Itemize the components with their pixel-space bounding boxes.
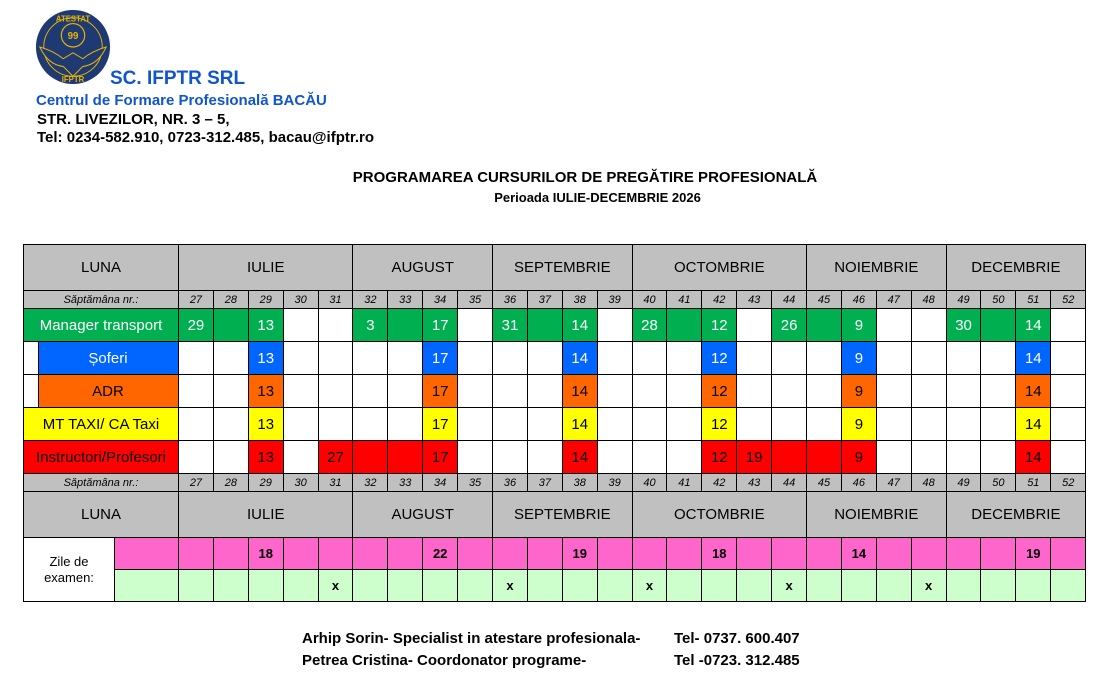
schedule-cell bbox=[283, 441, 318, 474]
schedule-cell bbox=[807, 408, 842, 441]
exam-day-cell bbox=[1051, 538, 1086, 570]
week-number: 35 bbox=[458, 474, 493, 492]
schedule-cell: 9 bbox=[841, 309, 876, 342]
week-number: 46 bbox=[841, 474, 876, 492]
schedule-cell bbox=[179, 408, 214, 441]
week-number-row bbox=[24, 291, 1086, 309]
exam-day-cell: 22 bbox=[423, 538, 458, 570]
schedule-cell: 29 bbox=[179, 309, 214, 342]
week-number: 48 bbox=[911, 474, 946, 492]
schedule-cell: 3 bbox=[353, 309, 388, 342]
schedule-cell bbox=[876, 309, 911, 342]
exam-day-cell bbox=[632, 538, 667, 570]
schedule-cell bbox=[179, 375, 214, 408]
schedule-cell bbox=[353, 375, 388, 408]
exam-mark-cell bbox=[667, 570, 702, 602]
logo-bottom-text: IFPTR bbox=[61, 75, 85, 85]
week-number: 42 bbox=[702, 291, 737, 309]
month-noiembrie: NOIEMBRIE bbox=[807, 492, 947, 538]
schedule-cell: 13 bbox=[248, 342, 283, 375]
exam-mark-cell bbox=[248, 570, 283, 602]
schedule-cell bbox=[388, 408, 423, 441]
schedule-cell: 27 bbox=[318, 441, 353, 474]
schedule-cell bbox=[493, 375, 528, 408]
schedule-cell bbox=[981, 342, 1016, 375]
week-number: 30 bbox=[283, 291, 318, 309]
schedule-cell bbox=[458, 441, 493, 474]
exam-day-cell bbox=[911, 538, 946, 570]
logo-number: 99 bbox=[67, 31, 79, 43]
schedule-cell: 17 bbox=[423, 342, 458, 375]
schedule-cell bbox=[213, 375, 248, 408]
month-header-row bbox=[24, 245, 1086, 291]
schedule-cell bbox=[493, 408, 528, 441]
exam-mark-cell: x bbox=[632, 570, 667, 602]
exam-day-cell bbox=[213, 538, 248, 570]
schedule-cell bbox=[946, 441, 981, 474]
exam-mark-cell bbox=[1051, 570, 1086, 602]
schedule-cell: 14 bbox=[562, 408, 597, 441]
schedule-cell bbox=[527, 342, 562, 375]
week-number: 34 bbox=[423, 474, 458, 492]
schedule-cell bbox=[597, 408, 632, 441]
schedule-cell: 31 bbox=[493, 309, 528, 342]
schedule-cell bbox=[911, 375, 946, 408]
schedule-cell bbox=[1051, 309, 1086, 342]
month-octombrie: OCTOMBRIE bbox=[632, 245, 806, 291]
schedule-cell bbox=[667, 309, 702, 342]
schedule-cell: 9 bbox=[841, 375, 876, 408]
exam-mark-cell bbox=[737, 570, 772, 602]
document-subtitle: Perioada IULIE-DECEMBRIE 2026 bbox=[494, 190, 701, 205]
schedule-cell bbox=[283, 309, 318, 342]
exam-day-cell bbox=[946, 538, 981, 570]
exam-day-cell bbox=[115, 538, 179, 570]
schedule-cell bbox=[283, 375, 318, 408]
schedule-cell: 13 bbox=[248, 309, 283, 342]
schedule-cell bbox=[946, 408, 981, 441]
schedule-cell bbox=[597, 309, 632, 342]
week-number: 38 bbox=[562, 474, 597, 492]
week-number: 35 bbox=[458, 291, 493, 309]
schedule-cell: 9 bbox=[841, 342, 876, 375]
course-label: Șoferi bbox=[24, 342, 179, 375]
schedule-cell bbox=[632, 342, 667, 375]
exam-mark-cell bbox=[597, 570, 632, 602]
schedule-cell bbox=[1051, 441, 1086, 474]
atestat-eagle-logo bbox=[34, 8, 112, 86]
month-august: AUGUST bbox=[353, 245, 493, 291]
exam-day-cell: 18 bbox=[702, 538, 737, 570]
week-number: 39 bbox=[597, 291, 632, 309]
schedule-cell: 12 bbox=[702, 441, 737, 474]
course-label: MT TAXI/ CA Taxi bbox=[24, 408, 179, 441]
exam-day-cell bbox=[667, 538, 702, 570]
exam-mark-cell: x bbox=[493, 570, 528, 602]
week-number: 40 bbox=[632, 291, 667, 309]
schedule-cell: 9 bbox=[841, 441, 876, 474]
week-number: 45 bbox=[807, 474, 842, 492]
schedule-cell: 12 bbox=[702, 408, 737, 441]
month-decembrie: DECEMBRIE bbox=[946, 492, 1086, 538]
week-number: 33 bbox=[388, 291, 423, 309]
schedule-cell bbox=[981, 441, 1016, 474]
week-label: Săptămâna nr.: bbox=[24, 474, 179, 492]
footer-phone-1: Tel- 0737. 600.407 bbox=[674, 630, 800, 647]
schedule-cell bbox=[527, 441, 562, 474]
exam-day-cell bbox=[876, 538, 911, 570]
course-row bbox=[24, 408, 1086, 441]
schedule-cell: 14 bbox=[1016, 309, 1051, 342]
exam-day-cell bbox=[807, 538, 842, 570]
course-label: Instructori/Profesori bbox=[24, 441, 179, 474]
schedule-cell bbox=[213, 408, 248, 441]
schedule-cell bbox=[981, 309, 1016, 342]
schedule-cell bbox=[911, 408, 946, 441]
schedule-cell bbox=[213, 309, 248, 342]
luna-label: LUNA bbox=[24, 245, 179, 291]
month-header-row bbox=[24, 492, 1086, 538]
exam-day-cell bbox=[458, 538, 493, 570]
week-number: 29 bbox=[248, 474, 283, 492]
schedule-cell bbox=[807, 441, 842, 474]
exam-mark-cell: x bbox=[772, 570, 807, 602]
schedule-cell bbox=[388, 342, 423, 375]
exam-day-cell bbox=[737, 538, 772, 570]
schedule-cell bbox=[911, 309, 946, 342]
exam-day-cell bbox=[283, 538, 318, 570]
schedule-cell: 13 bbox=[248, 375, 283, 408]
schedule-cell bbox=[737, 342, 772, 375]
month-iulie: IULIE bbox=[179, 245, 353, 291]
exam-mark-cell bbox=[283, 570, 318, 602]
week-label: Săptămâna nr.: bbox=[24, 291, 179, 309]
week-number: 45 bbox=[807, 291, 842, 309]
schedule-cell bbox=[667, 342, 702, 375]
schedule-cell bbox=[981, 408, 1016, 441]
schedule-cell bbox=[667, 408, 702, 441]
week-number: 30 bbox=[283, 474, 318, 492]
week-number: 37 bbox=[527, 474, 562, 492]
exam-mark-row bbox=[24, 570, 1086, 602]
schedule-cell bbox=[1051, 375, 1086, 408]
exam-day-cell: 18 bbox=[248, 538, 283, 570]
schedule-cell bbox=[213, 441, 248, 474]
schedule-cell: 14 bbox=[562, 342, 597, 375]
week-number: 47 bbox=[876, 291, 911, 309]
exam-mark-cell bbox=[841, 570, 876, 602]
schedule-cell bbox=[772, 441, 807, 474]
exam-mark-cell bbox=[388, 570, 423, 602]
company-name: SC. IFPTR SRL bbox=[110, 68, 246, 89]
schedule-cell bbox=[876, 375, 911, 408]
schedule-cell: 30 bbox=[946, 309, 981, 342]
schedule-cell bbox=[597, 375, 632, 408]
exam-mark-cell bbox=[562, 570, 597, 602]
exam-mark-cell bbox=[981, 570, 1016, 602]
exam-label: Zile de examen: bbox=[24, 538, 115, 602]
exam-mark-cell bbox=[353, 570, 388, 602]
exam-day-cell bbox=[981, 538, 1016, 570]
month-decembrie: DECEMBRIE bbox=[946, 245, 1086, 291]
course-row bbox=[24, 342, 1086, 375]
schedule-cell bbox=[876, 408, 911, 441]
exam-day-cell bbox=[179, 538, 214, 570]
week-number: 41 bbox=[667, 474, 702, 492]
week-number: 43 bbox=[737, 291, 772, 309]
schedule-cell bbox=[667, 441, 702, 474]
schedule-cell bbox=[876, 441, 911, 474]
week-number: 34 bbox=[423, 291, 458, 309]
schedule-cell bbox=[388, 441, 423, 474]
footer-phone-2: Tel -0723. 312.485 bbox=[674, 652, 800, 669]
schedule-cell bbox=[981, 375, 1016, 408]
schedule-cell bbox=[527, 375, 562, 408]
schedule-cell: 14 bbox=[1016, 441, 1051, 474]
schedule-cell bbox=[737, 408, 772, 441]
schedule-cell: 14 bbox=[562, 441, 597, 474]
course-schedule-table bbox=[23, 244, 1086, 602]
schedule-cell bbox=[911, 441, 946, 474]
schedule-cell: 14 bbox=[562, 375, 597, 408]
exam-day-cell bbox=[318, 538, 353, 570]
schedule-cell bbox=[353, 441, 388, 474]
logo-top-text: ATESTAT bbox=[55, 14, 91, 24]
week-number: 37 bbox=[527, 291, 562, 309]
month-noiembrie: NOIEMBRIE bbox=[807, 245, 947, 291]
schedule-cell: 26 bbox=[772, 309, 807, 342]
schedule-cell bbox=[597, 441, 632, 474]
week-number: 41 bbox=[667, 291, 702, 309]
exam-mark-cell bbox=[946, 570, 981, 602]
schedule-cell bbox=[632, 441, 667, 474]
exam-days-row bbox=[24, 538, 1086, 570]
schedule-cell bbox=[597, 342, 632, 375]
schedule-cell bbox=[737, 309, 772, 342]
week-number: 32 bbox=[353, 291, 388, 309]
exam-mark-cell bbox=[702, 570, 737, 602]
exam-day-cell bbox=[388, 538, 423, 570]
week-number: 50 bbox=[981, 291, 1016, 309]
schedule-cell: 13 bbox=[248, 408, 283, 441]
schedule-cell bbox=[911, 342, 946, 375]
schedule-cell bbox=[458, 375, 493, 408]
exam-mark-cell bbox=[458, 570, 493, 602]
course-row bbox=[24, 375, 1086, 408]
schedule-cell bbox=[807, 342, 842, 375]
week-number: 38 bbox=[562, 291, 597, 309]
week-number: 51 bbox=[1016, 291, 1051, 309]
exam-day-cell bbox=[493, 538, 528, 570]
schedule-cell bbox=[772, 408, 807, 441]
course-label: ADR bbox=[24, 375, 179, 408]
week-number: 43 bbox=[737, 474, 772, 492]
contact-info: Tel: 0234-582.910, 0723-312.485, bacau@ifptr.ro bbox=[37, 129, 375, 146]
schedule-cell bbox=[318, 342, 353, 375]
address: STR. LIVEZILOR, NR. 3 – 5, bbox=[37, 111, 230, 128]
schedule-cell bbox=[667, 375, 702, 408]
week-number: 46 bbox=[841, 291, 876, 309]
exam-mark-cell bbox=[1016, 570, 1051, 602]
schedule-cell: 9 bbox=[841, 408, 876, 441]
schedule-cell: 12 bbox=[702, 342, 737, 375]
schedule-cell bbox=[318, 408, 353, 441]
footer-contact-1: Arhip Sorin- Specialist in atestare profesionala- bbox=[302, 630, 641, 647]
schedule-cell bbox=[737, 375, 772, 408]
footer-contact-2: Petrea Cristina- Coordonator programe- bbox=[302, 652, 587, 669]
week-number: 27 bbox=[179, 291, 214, 309]
schedule-cell bbox=[458, 342, 493, 375]
schedule-cell: 17 bbox=[423, 408, 458, 441]
week-number: 31 bbox=[318, 291, 353, 309]
schedule-cell: 14 bbox=[1016, 375, 1051, 408]
schedule-cell bbox=[458, 309, 493, 342]
course-row bbox=[24, 441, 1086, 474]
exam-mark-cell bbox=[213, 570, 248, 602]
schedule-cell bbox=[493, 441, 528, 474]
schedule-cell: 14 bbox=[1016, 342, 1051, 375]
week-number: 29 bbox=[248, 291, 283, 309]
schedule-cell bbox=[772, 375, 807, 408]
week-number: 52 bbox=[1051, 474, 1086, 492]
schedule-cell bbox=[388, 309, 423, 342]
exam-mark-cell bbox=[115, 570, 179, 602]
week-number: 28 bbox=[213, 474, 248, 492]
document-title: PROGRAMAREA CURSURILOR DE PREGĂTIRE PROFESIONALĂ bbox=[352, 169, 818, 186]
exam-day-cell: 19 bbox=[562, 538, 597, 570]
luna-label: LUNA bbox=[24, 492, 179, 538]
week-number: 51 bbox=[1016, 474, 1051, 492]
schedule-cell bbox=[632, 375, 667, 408]
center-name: Centrul de Formare Profesională BACĂU bbox=[36, 92, 327, 109]
schedule-cell bbox=[353, 408, 388, 441]
schedule-cell bbox=[632, 408, 667, 441]
week-number: 52 bbox=[1051, 291, 1086, 309]
exam-day-cell bbox=[527, 538, 562, 570]
exam-day-cell: 19 bbox=[1016, 538, 1051, 570]
exam-mark-cell: x bbox=[318, 570, 353, 602]
schedule-cell bbox=[527, 309, 562, 342]
month-septembrie: SEPTEMBRIE bbox=[493, 245, 633, 291]
schedule-cell bbox=[1051, 342, 1086, 375]
week-number: 48 bbox=[911, 291, 946, 309]
schedule-cell: 12 bbox=[702, 309, 737, 342]
week-number: 42 bbox=[702, 474, 737, 492]
exam-mark-cell bbox=[179, 570, 214, 602]
exam-mark-cell bbox=[876, 570, 911, 602]
schedule-cell bbox=[388, 375, 423, 408]
exam-day-cell bbox=[353, 538, 388, 570]
week-number: 27 bbox=[179, 474, 214, 492]
schedule-cell: 17 bbox=[423, 441, 458, 474]
schedule-cell bbox=[493, 342, 528, 375]
schedule-cell bbox=[807, 375, 842, 408]
schedule-cell bbox=[213, 342, 248, 375]
exam-day-cell bbox=[772, 538, 807, 570]
exam-mark-cell bbox=[527, 570, 562, 602]
schedule-cell bbox=[283, 342, 318, 375]
week-number-row bbox=[24, 474, 1086, 492]
exam-day-cell bbox=[597, 538, 632, 570]
month-octombrie: OCTOMBRIE bbox=[632, 492, 806, 538]
week-number: 50 bbox=[981, 474, 1016, 492]
week-number: 49 bbox=[946, 474, 981, 492]
schedule-cell: 14 bbox=[562, 309, 597, 342]
schedule-cell: 12 bbox=[702, 375, 737, 408]
week-number: 31 bbox=[318, 474, 353, 492]
schedule-cell bbox=[318, 309, 353, 342]
schedule-cell bbox=[318, 375, 353, 408]
exam-mark-cell: x bbox=[911, 570, 946, 602]
course-label: Manager transport bbox=[24, 309, 179, 342]
schedule-cell: 13 bbox=[248, 441, 283, 474]
week-number: 32 bbox=[353, 474, 388, 492]
month-august: AUGUST bbox=[353, 492, 493, 538]
schedule-cell bbox=[353, 342, 388, 375]
course-row bbox=[24, 309, 1086, 342]
week-number: 44 bbox=[772, 291, 807, 309]
exam-mark-cell bbox=[423, 570, 458, 602]
schedule-cell bbox=[1051, 408, 1086, 441]
exam-mark-cell bbox=[807, 570, 842, 602]
month-iulie: IULIE bbox=[179, 492, 353, 538]
schedule-cell bbox=[772, 342, 807, 375]
schedule-cell bbox=[283, 408, 318, 441]
week-number: 28 bbox=[213, 291, 248, 309]
schedule-cell bbox=[179, 441, 214, 474]
schedule-cell: 14 bbox=[1016, 408, 1051, 441]
week-number: 39 bbox=[597, 474, 632, 492]
schedule-cell: 19 bbox=[737, 441, 772, 474]
week-number: 36 bbox=[493, 291, 528, 309]
schedule-cell bbox=[946, 342, 981, 375]
week-number: 36 bbox=[493, 474, 528, 492]
exam-day-cell: 14 bbox=[841, 538, 876, 570]
week-number: 44 bbox=[772, 474, 807, 492]
schedule-cell bbox=[807, 309, 842, 342]
schedule-cell bbox=[458, 408, 493, 441]
schedule-cell bbox=[527, 408, 562, 441]
month-septembrie: SEPTEMBRIE bbox=[493, 492, 633, 538]
schedule-cell: 28 bbox=[632, 309, 667, 342]
week-number: 33 bbox=[388, 474, 423, 492]
schedule-cell bbox=[946, 375, 981, 408]
week-number: 47 bbox=[876, 474, 911, 492]
week-number: 49 bbox=[946, 291, 981, 309]
week-number: 40 bbox=[632, 474, 667, 492]
schedule-cell: 17 bbox=[423, 375, 458, 408]
schedule-cell bbox=[179, 342, 214, 375]
schedule-cell bbox=[876, 342, 911, 375]
schedule-cell: 17 bbox=[423, 309, 458, 342]
